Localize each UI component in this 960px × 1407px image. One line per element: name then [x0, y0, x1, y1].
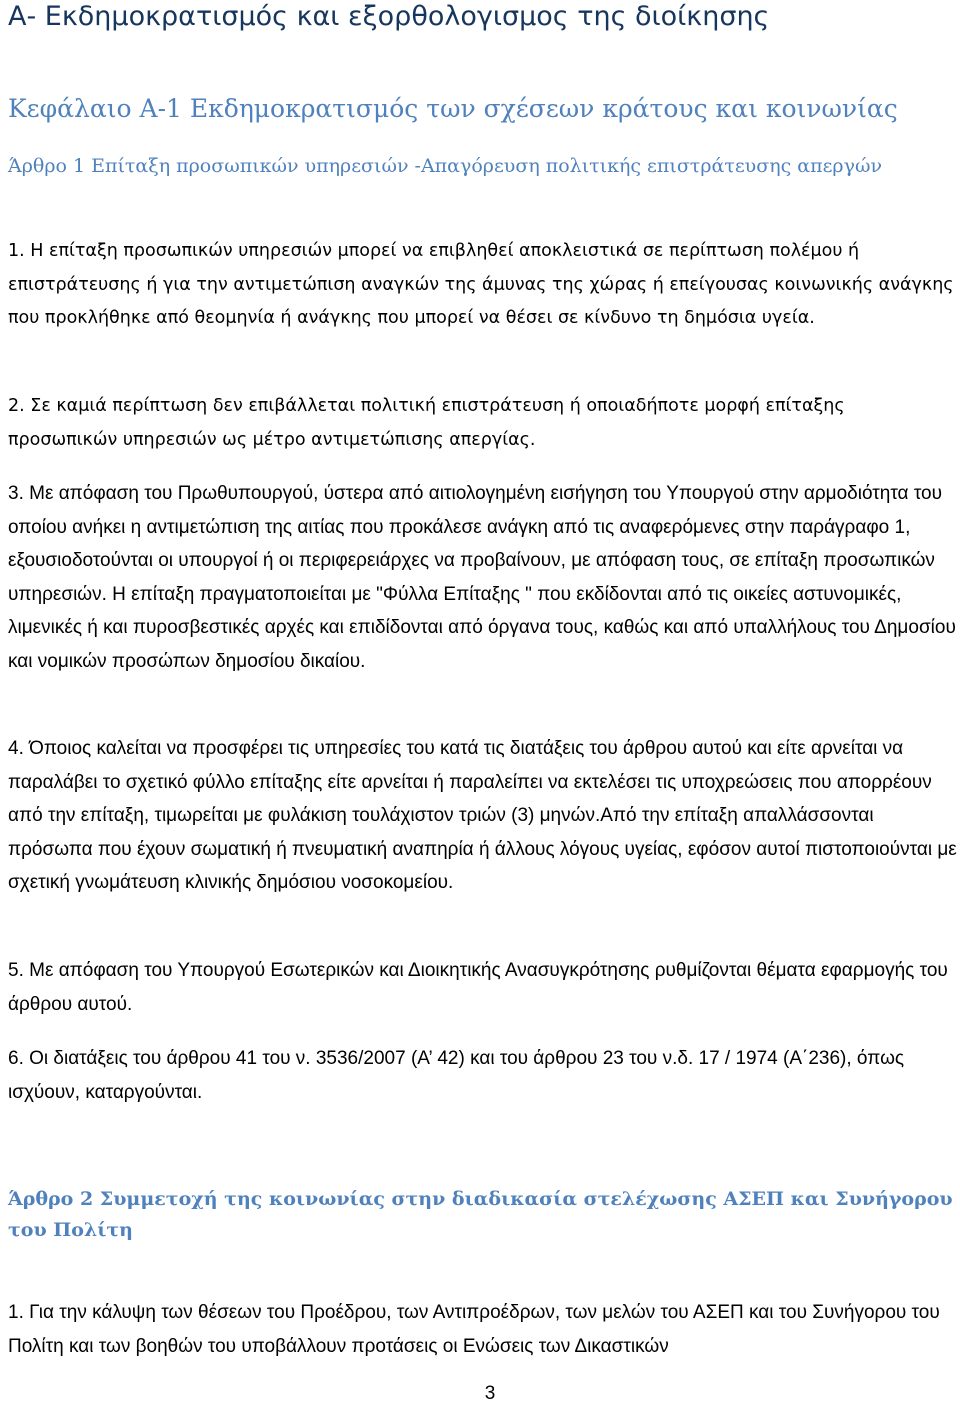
- article-1-paragraph-5: 5. Με απόφαση του Υπουργού Εσωτερικών και Διοικητικής Ανασυγκρότησης ρυθμίζονται θέματα εφαρμογής του άρθρου αυτού.: [8, 960, 948, 1015]
- article-1-paragraph-3: 3. Με απόφαση του Πρωθυπουργού, ύστερα από αιτιολογημένη εισήγηση του Υπουργού στην αρμοδιότητα του οποίου ανήκει η αντιμετώπιση της αιτίας που προκάλεσε ανάγκη από τις αναφερόμενες στην παράγραφο 1, εξουσιοδοτούνται οι υπουργοί ή οι περιφερειάρχες να προβαίνουν, με απόφαση τους, σε επίταξη προσωπικών υπηρεσιών. Η επίταξη πραγματοποιείται με "Φύλλα Επίταξης " που εκδίδονται από τις οικείες αστυνομικές, λιμενικές ή και πυροσβεστικές αρχές και επιδίδονται από όργανα τους, καθώς και από υπαλλήλους του Δημοσίου και νομικών προσώπων δημοσίου δικαίου.: [8, 483, 956, 672]
- article-1-title: Άρθρο 1 Επίταξη προσωπικών υπηρεσιών -Απαγόρευση πολιτικής επιστράτευσης απεργών: [8, 155, 882, 177]
- article-1-paragraph-1: 1. Η επίταξη προσωπικών υπηρεσιών μπορεί να επιβληθεί αποκλειστικά σε περίπτωση πολέμου ή επιστράτευσης ή για την αντιμετώπιση αναγκών της άμυνας της χώρας ή επείγουσας κοινωνικής ανάγκης που προκλήθηκε από θεομηνία ή ανάγκης που μπορεί να θέσει σε κίνδυνο τη δημόσια υγεία.: [8, 241, 954, 328]
- article-2-paragraph-1: 1. Για την κάλυψη των θέσεων του Προέδρου, των Αντιπροέδρων, των μελών του ΑΣΕΠ και του Συνήγορου του Πολίτη και των βοηθών του υποβάλλουν προτάσεις οι Ενώσεις των Δικαστικών: [8, 1302, 940, 1357]
- article-2-title: Άρθρο 2 Συμμετοχή της κοινωνίας στην διαδικασία στελέχωσης ΑΣΕΠ και Συνήγορου του Πολίτη: [8, 1188, 953, 1241]
- page-number: 3: [484, 1383, 496, 1404]
- part-title: Α- Εκδημοκρατισμός και εξορθολογισμος της διοίκησης: [8, 1, 770, 32]
- article-1-paragraph-4: 4. Όποιος καλείται να προσφέρει τις υπηρεσίες του κατά τις διατάξεις του άρθρου αυτού και είτε αρνείται να παραλάβει το σχετικό φύλλο επίταξης είτε αρνείται ή παραλείπει να εκτελέσει τις υποχρεώσεις που απορρέουν από την επίταξη, τιμωρείται με φυλάκιση τουλάχιστον τριών (3) μηνών.Από την επίταξη απαλλάσσονται πρόσωπα που έχουν σωματική ή πνευματική αναπηρία ή άλλους λόγους υγείας, εφόσον αυτοί πιστοποιούνται με σχετική γνωμάτευση κλινικής δημόσιου νοσοκομείου.: [8, 738, 957, 893]
- article-1-paragraph-2: 2. Σε καμιά περίπτωση δεν επιβάλλεται πολιτική επιστράτευση ή οποιαδήποτε μορφή επίταξης προσωπικών υπηρεσιών ως μέτρο αντιμετώπισης απεργίας.: [8, 396, 845, 450]
- chapter-title: Κεφάλαιο Α-1 Εκδημοκρατισμός των σχέσεων κράτους και κοινωνίας: [8, 94, 898, 123]
- article-1-paragraph-6: 6. Οι διατάξεις του άρθρου 41 του ν. 3536/2007 (Α’ 42) και του άρθρου 23 του ν.δ. 17 / 1974 (Α΄236), όπως ισχύουν, καταργούνται.: [8, 1048, 905, 1103]
